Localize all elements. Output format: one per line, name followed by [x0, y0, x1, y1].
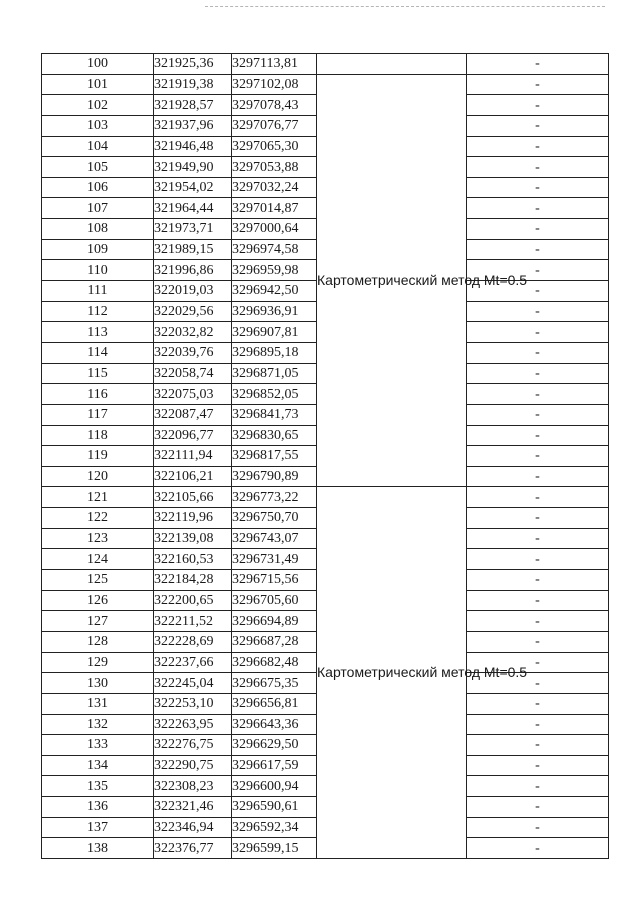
dash-cell: - [467, 590, 609, 611]
point-number-cell: 113 [42, 322, 154, 343]
x-coordinate-cell: 322039,76 [154, 342, 232, 363]
y-coordinate-cell: 3296743,07 [232, 528, 317, 549]
dash-cell: - [467, 528, 609, 549]
y-coordinate-cell: 3296959,98 [232, 260, 317, 281]
point-number-cell: 130 [42, 673, 154, 694]
x-coordinate-cell: 322200,65 [154, 590, 232, 611]
dash-cell: - [467, 611, 609, 632]
x-coordinate-cell: 322058,74 [154, 363, 232, 384]
table-row [42, 487, 609, 508]
x-coordinate-cell: 321919,38 [154, 74, 232, 95]
point-number-cell: 126 [42, 590, 154, 611]
point-number-cell: 122 [42, 508, 154, 529]
x-coordinate-cell: 321989,15 [154, 239, 232, 260]
y-coordinate-cell: 3297065,30 [232, 136, 317, 157]
y-coordinate-cell: 3297078,43 [232, 95, 317, 116]
point-number-cell: 114 [42, 342, 154, 363]
dash-cell: - [467, 755, 609, 776]
point-number-cell: 133 [42, 735, 154, 756]
dash-cell: - [467, 425, 609, 446]
point-number-cell: 101 [42, 74, 154, 95]
y-coordinate-cell: 3296841,73 [232, 404, 317, 425]
point-number-cell: 102 [42, 95, 154, 116]
coordinates-table-body [42, 54, 609, 859]
point-number-cell: 134 [42, 755, 154, 776]
point-number-cell: 136 [42, 797, 154, 818]
x-coordinate-cell: 322321,46 [154, 797, 232, 818]
dash-cell: - [467, 838, 609, 859]
point-number-cell: 138 [42, 838, 154, 859]
point-number-cell: 109 [42, 239, 154, 260]
y-coordinate-cell: 3297032,24 [232, 177, 317, 198]
dash-cell: - [467, 404, 609, 425]
x-coordinate-cell: 322096,77 [154, 425, 232, 446]
x-coordinate-cell: 322106,21 [154, 466, 232, 487]
x-coordinate-cell: 322075,03 [154, 384, 232, 405]
dash-cell: - [467, 714, 609, 735]
x-coordinate-cell: 321925,36 [154, 54, 232, 75]
point-number-cell: 110 [42, 260, 154, 281]
dash-cell: - [467, 776, 609, 797]
y-coordinate-cell: 3297076,77 [232, 115, 317, 136]
x-coordinate-cell: 322019,03 [154, 281, 232, 302]
y-coordinate-cell: 3296817,55 [232, 446, 317, 467]
y-coordinate-cell: 3297000,64 [232, 219, 317, 240]
y-coordinate-cell: 3296907,81 [232, 322, 317, 343]
point-number-cell: 104 [42, 136, 154, 157]
y-coordinate-cell: 3297113,81 [232, 54, 317, 75]
y-coordinate-cell: 3296830,65 [232, 425, 317, 446]
y-coordinate-cell: 3296629,50 [232, 735, 317, 756]
x-coordinate-cell: 322139,08 [154, 528, 232, 549]
point-number-cell: 116 [42, 384, 154, 405]
point-number-cell: 129 [42, 652, 154, 673]
dash-cell: - [467, 508, 609, 529]
dash-cell: - [467, 549, 609, 570]
x-coordinate-cell: 322237,66 [154, 652, 232, 673]
dash-cell: - [467, 239, 609, 260]
y-coordinate-cell: 3296936,91 [232, 301, 317, 322]
x-coordinate-cell: 322211,52 [154, 611, 232, 632]
y-coordinate-cell: 3296590,61 [232, 797, 317, 818]
dash-cell: - [467, 735, 609, 756]
x-coordinate-cell: 322029,56 [154, 301, 232, 322]
point-number-cell: 108 [42, 219, 154, 240]
y-coordinate-cell: 3296871,05 [232, 363, 317, 384]
y-coordinate-cell: 3296790,89 [232, 466, 317, 487]
x-coordinate-cell: 322346,94 [154, 817, 232, 838]
table-row [42, 74, 609, 95]
point-number-cell: 127 [42, 611, 154, 632]
x-coordinate-cell: 322245,04 [154, 673, 232, 694]
y-coordinate-cell: 3296715,56 [232, 570, 317, 591]
y-coordinate-cell: 3296731,49 [232, 549, 317, 570]
x-coordinate-cell: 322032,82 [154, 322, 232, 343]
dash-cell: - [467, 260, 609, 281]
x-coordinate-cell: 322228,69 [154, 631, 232, 652]
x-coordinate-cell: 322087,47 [154, 404, 232, 425]
y-coordinate-cell: 3296750,70 [232, 508, 317, 529]
x-coordinate-cell: 321946,48 [154, 136, 232, 157]
x-coordinate-cell: 322263,95 [154, 714, 232, 735]
point-number-cell: 111 [42, 281, 154, 302]
dash-cell: - [467, 487, 609, 508]
x-coordinate-cell: 322119,96 [154, 508, 232, 529]
y-coordinate-cell: 3296773,22 [232, 487, 317, 508]
y-coordinate-cell: 3297014,87 [232, 198, 317, 219]
method-cell: Картометрический метод Mt=0.5 [317, 487, 467, 859]
dash-cell: - [467, 693, 609, 714]
dash-cell: - [467, 198, 609, 219]
dash-cell: - [467, 342, 609, 363]
method-cell: Картометрический метод Mt=0.5 [317, 74, 467, 487]
point-number-cell: 121 [42, 487, 154, 508]
point-number-cell: 117 [42, 404, 154, 425]
y-coordinate-cell: 3296599,15 [232, 838, 317, 859]
y-coordinate-cell: 3297053,88 [232, 157, 317, 178]
dash-cell: - [467, 281, 609, 302]
x-coordinate-cell: 322160,53 [154, 549, 232, 570]
y-coordinate-cell: 3296600,94 [232, 776, 317, 797]
dash-cell: - [467, 817, 609, 838]
x-coordinate-cell: 322308,23 [154, 776, 232, 797]
point-number-cell: 135 [42, 776, 154, 797]
dash-cell: - [467, 54, 609, 75]
y-coordinate-cell: 3296675,35 [232, 673, 317, 694]
y-coordinate-cell: 3296895,18 [232, 342, 317, 363]
dash-cell: - [467, 631, 609, 652]
y-coordinate-cell: 3296974,58 [232, 239, 317, 260]
dash-cell: - [467, 363, 609, 384]
dash-cell: - [467, 219, 609, 240]
point-number-cell: 137 [42, 817, 154, 838]
x-coordinate-cell: 322276,75 [154, 735, 232, 756]
y-coordinate-cell: 3296694,89 [232, 611, 317, 632]
point-number-cell: 118 [42, 425, 154, 446]
point-number-cell: 107 [42, 198, 154, 219]
scan-top-rule [205, 6, 605, 7]
point-number-cell: 103 [42, 115, 154, 136]
point-number-cell: 124 [42, 549, 154, 570]
y-coordinate-cell: 3296643,36 [232, 714, 317, 735]
point-number-cell: 100 [42, 54, 154, 75]
y-coordinate-cell: 3296942,50 [232, 281, 317, 302]
x-coordinate-cell: 322290,75 [154, 755, 232, 776]
x-coordinate-cell: 321954,02 [154, 177, 232, 198]
x-coordinate-cell: 322376,77 [154, 838, 232, 859]
dash-cell: - [467, 797, 609, 818]
dash-cell: - [467, 652, 609, 673]
y-coordinate-cell: 3296682,48 [232, 652, 317, 673]
x-coordinate-cell: 321928,57 [154, 95, 232, 116]
y-coordinate-cell: 3296656,81 [232, 693, 317, 714]
point-number-cell: 105 [42, 157, 154, 178]
point-number-cell: 120 [42, 466, 154, 487]
dash-cell: - [467, 570, 609, 591]
point-number-cell: 106 [42, 177, 154, 198]
point-number-cell: 112 [42, 301, 154, 322]
y-coordinate-cell: 3297102,08 [232, 74, 317, 95]
y-coordinate-cell: 3296705,60 [232, 590, 317, 611]
x-coordinate-cell: 321964,44 [154, 198, 232, 219]
dash-cell: - [467, 446, 609, 467]
x-coordinate-cell: 321949,90 [154, 157, 232, 178]
x-coordinate-cell: 321937,96 [154, 115, 232, 136]
x-coordinate-cell: 322105,66 [154, 487, 232, 508]
y-coordinate-cell: 3296852,05 [232, 384, 317, 405]
x-coordinate-cell: 322111,94 [154, 446, 232, 467]
coordinates-table [41, 53, 609, 859]
x-coordinate-cell: 321973,71 [154, 219, 232, 240]
dash-cell: - [467, 157, 609, 178]
dash-cell: - [467, 466, 609, 487]
y-coordinate-cell: 3296592,34 [232, 817, 317, 838]
dash-cell: - [467, 301, 609, 322]
point-number-cell: 125 [42, 570, 154, 591]
x-coordinate-cell: 322184,28 [154, 570, 232, 591]
dash-cell: - [467, 115, 609, 136]
y-coordinate-cell: 3296617,59 [232, 755, 317, 776]
method-cell [317, 54, 467, 75]
y-coordinate-cell: 3296687,28 [232, 631, 317, 652]
dash-cell: - [467, 384, 609, 405]
dash-cell: - [467, 136, 609, 157]
dash-cell: - [467, 177, 609, 198]
dash-cell: - [467, 95, 609, 116]
point-number-cell: 119 [42, 446, 154, 467]
dash-cell: - [467, 322, 609, 343]
point-number-cell: 131 [42, 693, 154, 714]
table-row [42, 54, 609, 75]
dash-cell: - [467, 74, 609, 95]
dash-cell: - [467, 673, 609, 694]
x-coordinate-cell: 321996,86 [154, 260, 232, 281]
point-number-cell: 128 [42, 631, 154, 652]
point-number-cell: 132 [42, 714, 154, 735]
point-number-cell: 115 [42, 363, 154, 384]
x-coordinate-cell: 322253,10 [154, 693, 232, 714]
point-number-cell: 123 [42, 528, 154, 549]
